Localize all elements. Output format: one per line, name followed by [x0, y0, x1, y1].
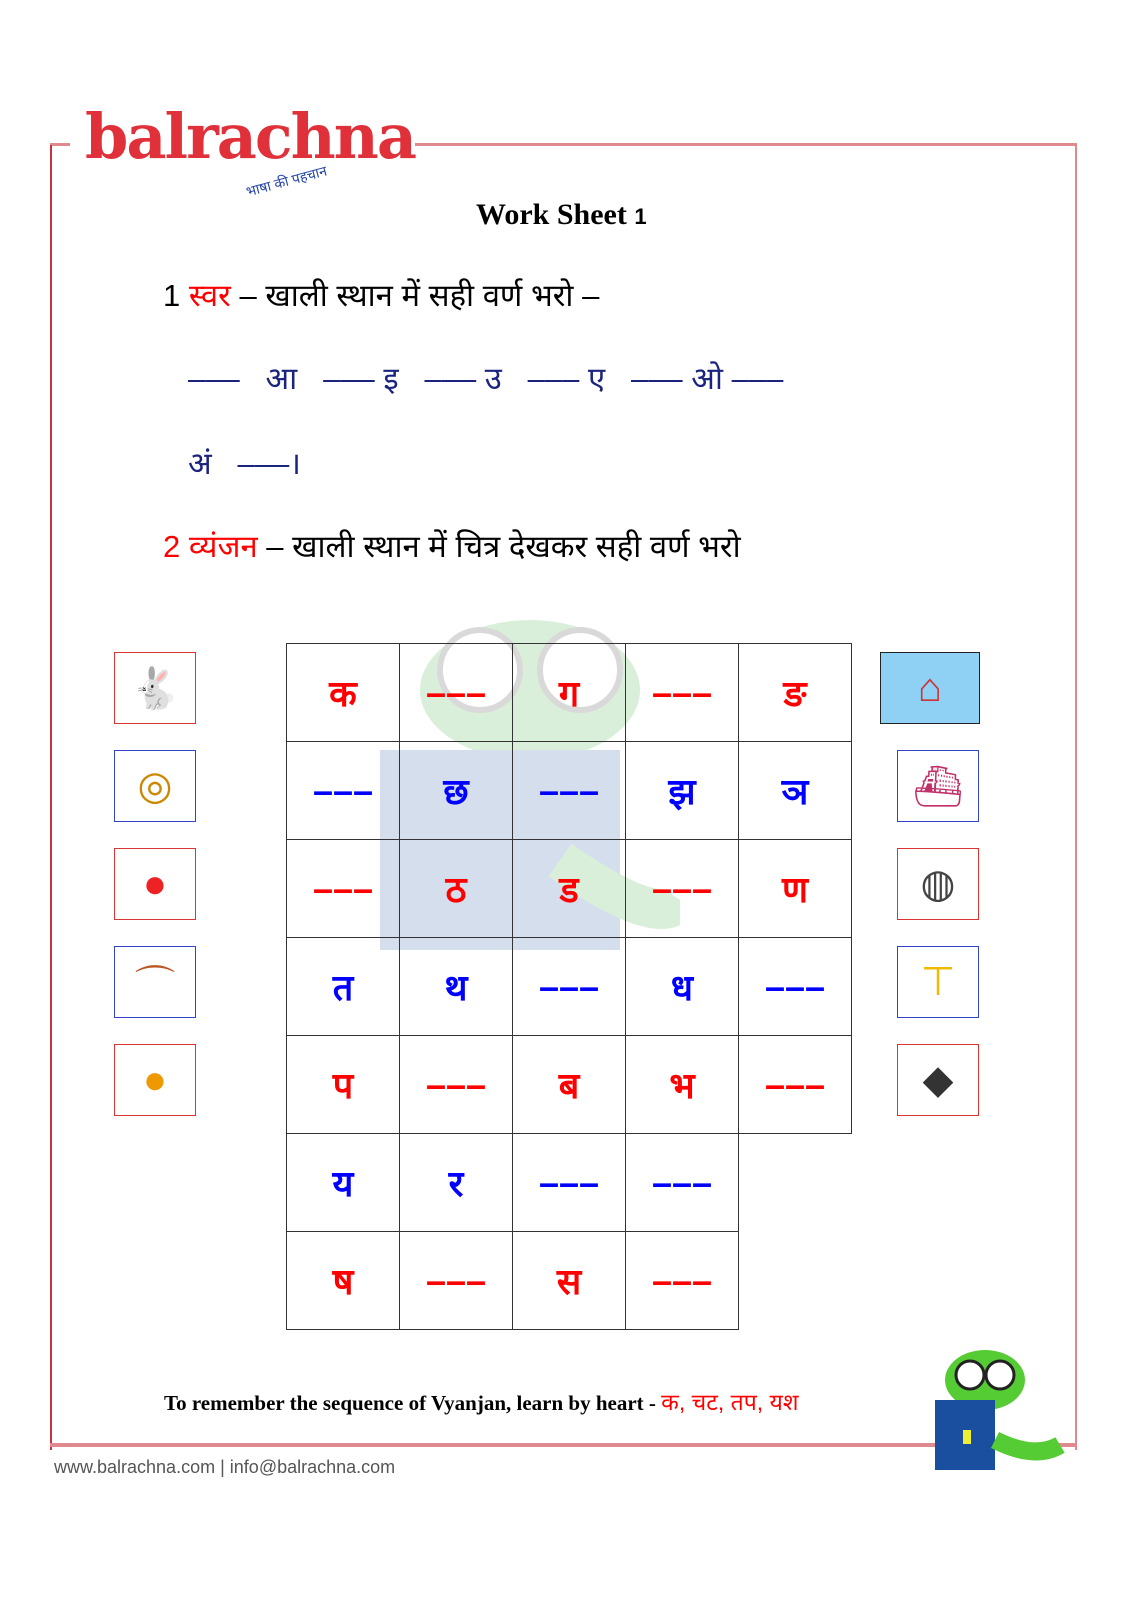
fish-picture: [897, 1044, 979, 1116]
question-1: 1 स्वर – खाली स्थान में सही वर्ण भरो –: [163, 278, 600, 313]
letter-cell: झ: [626, 742, 739, 840]
frame-border: [415, 143, 1077, 146]
letter-cell: थ: [400, 938, 513, 1036]
blank-cell: –––: [287, 742, 400, 840]
vowel-line-2: अं –––।: [188, 446, 301, 481]
letter-cell: ठ: [400, 840, 513, 938]
grid-row: [287, 742, 852, 840]
empty-cell: [739, 1232, 852, 1330]
letter-cell: ब: [513, 1036, 626, 1134]
letter-cell: य: [287, 1134, 400, 1232]
blank-cell: –––: [513, 1134, 626, 1232]
water-tap-picture: [897, 946, 979, 1018]
blank-cell: –––: [626, 840, 739, 938]
blank-cell: –––: [626, 1232, 739, 1330]
tomato-picture: [114, 848, 196, 920]
blank-cell: –––: [287, 840, 400, 938]
blank-cell: –––: [739, 938, 852, 1036]
letter-cell: ण: [739, 840, 852, 938]
blank-cell: –––: [626, 644, 739, 742]
frame-border: [50, 143, 70, 146]
letter-cell: ङ: [739, 644, 852, 742]
frame-border: [1075, 145, 1077, 1450]
grid-row: [287, 1134, 852, 1232]
tomato-icon: ●: [142, 861, 168, 906]
question-2: 2 व्यंजन – खाली स्थान में चित्र देखकर सही वर्ण भरो: [163, 529, 741, 564]
ship-icon: ⛴: [912, 764, 964, 809]
mnemonic-note: To remember the sequence of Vyanjan, learn by heart - क, चट, तप, यश: [164, 1389, 799, 1415]
fish-icon: ◆: [922, 1058, 954, 1102]
house-picture: [880, 652, 980, 724]
grid-row: [287, 644, 852, 742]
blank-cell: –––: [400, 1036, 513, 1134]
blank-cell: –––: [626, 1134, 739, 1232]
water-tap-icon: ⊤: [920, 960, 956, 1004]
grid-row: [287, 840, 852, 938]
spinning-wheel-icon: ◎: [137, 764, 173, 808]
pot-picture: [897, 848, 979, 920]
letter-cell: भ: [626, 1036, 739, 1134]
empty-cell: [739, 1134, 852, 1232]
letter-cell: ञ: [739, 742, 852, 840]
bow-and-arrow-picture: [114, 946, 196, 1018]
rabbit-picture: [114, 652, 196, 724]
blank-cell: –––: [739, 1036, 852, 1134]
grid-row: [287, 938, 852, 1036]
vowel-line-1: ––– आ ––– इ ––– उ ––– ए ––– ओ –––: [188, 361, 784, 396]
fruits-picture: [114, 1044, 196, 1116]
letter-cell: ग: [513, 644, 626, 742]
fruits-icon: ●: [142, 1057, 168, 1102]
grid-row: [287, 1232, 852, 1330]
balrachna-logo: balrachna भाषा की पहचान: [85, 100, 415, 200]
spinning-wheel-picture: [114, 750, 196, 822]
email-link[interactable]: info@balrachna.com: [229, 1457, 396, 1477]
ship-picture: [897, 750, 979, 822]
consonant-grid: [286, 643, 852, 1330]
letter-cell: त: [287, 938, 400, 1036]
frame-border: [50, 145, 52, 1450]
letter-cell: क: [287, 644, 400, 742]
rabbit-icon: 🐇: [130, 666, 180, 711]
page-title: Work Sheet 1: [476, 198, 647, 231]
blank-cell: –––: [400, 1232, 513, 1330]
letter-cell: प: [287, 1036, 400, 1134]
letter-cell: ध: [626, 938, 739, 1036]
letter-cell: र: [400, 1134, 513, 1232]
footer: www.balrachna.com | info@balrachna.com: [54, 1457, 396, 1477]
bow-and-arrow-icon: ⌒: [135, 963, 175, 1008]
letter-cell: छ: [400, 742, 513, 840]
letter-cell: स: [513, 1232, 626, 1330]
house-icon: ⌂: [917, 665, 943, 710]
website-link[interactable]: www.balrachna.com: [54, 1457, 216, 1477]
mascot-image: [925, 1340, 1065, 1470]
letter-cell: ष: [287, 1232, 400, 1330]
blank-cell: –––: [513, 742, 626, 840]
frame-border: [50, 1443, 1077, 1447]
blank-cell: –––: [513, 938, 626, 1036]
grid-row: [287, 1036, 852, 1134]
blank-cell: –––: [400, 644, 513, 742]
letter-cell: ड: [513, 840, 626, 938]
pot-icon: ◍: [920, 862, 956, 906]
